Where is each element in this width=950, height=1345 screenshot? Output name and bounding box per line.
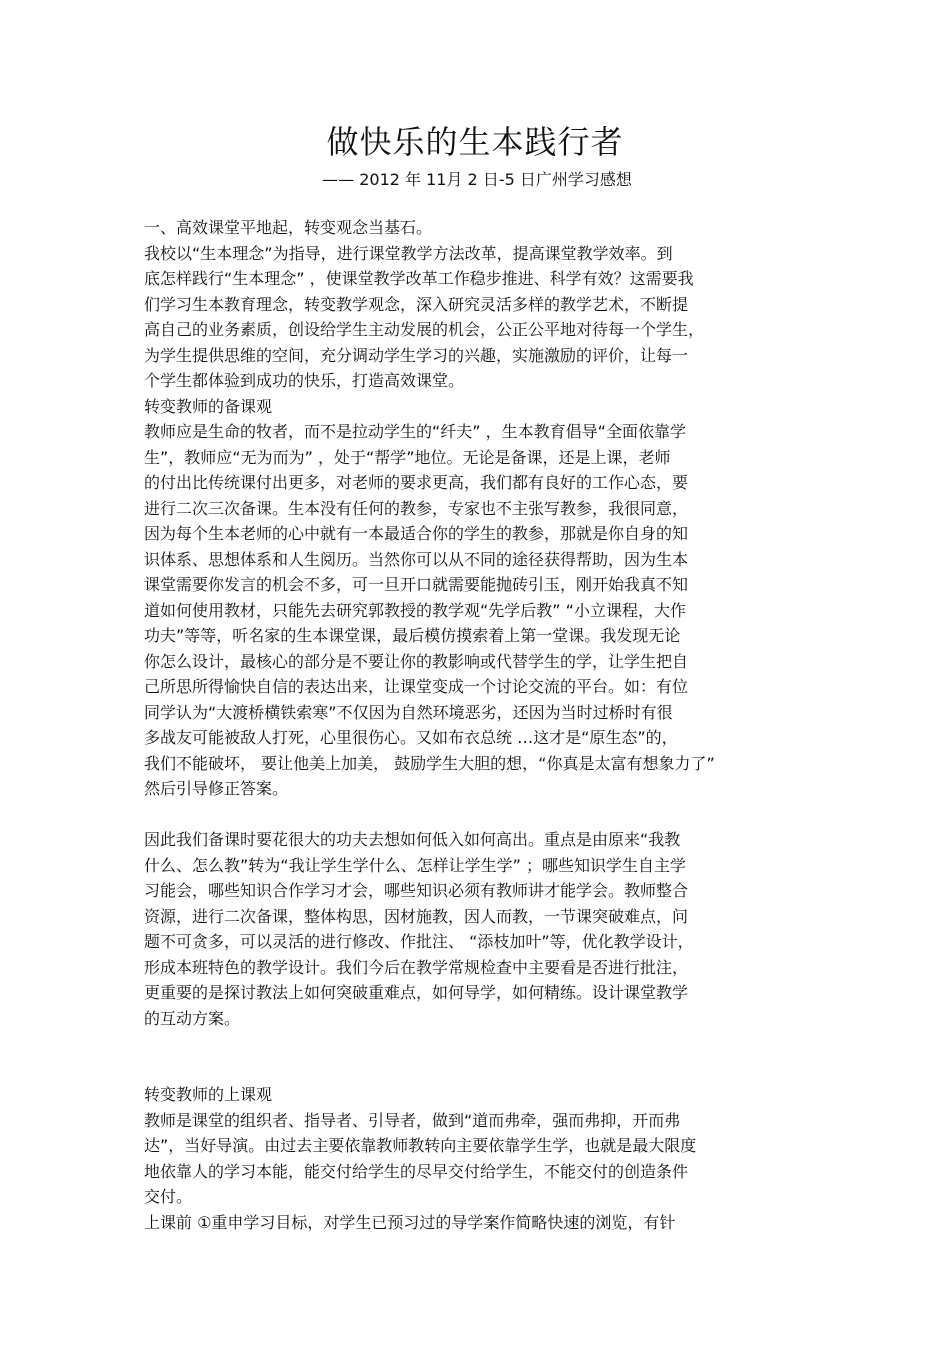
paragraph-line: 多战友可能被敌人打死，心里很伤心。又如布衣总统 …这才是“原生态”的， bbox=[144, 728, 678, 747]
paragraph-line: 识体系、思想体系和人生阅历。当然你可以从不同的途径获得帮助，因为生本 bbox=[144, 549, 689, 569]
paragraph-line: 高自己的业务素质，创设给学生主动发展的机会，公正公平地对待每一个学生， bbox=[144, 320, 705, 339]
paragraph-line: 课堂需要你发言的机会不多，可一旦开口就需要能抛砖引玉，刚开始我真不知 bbox=[144, 575, 689, 594]
paragraph-line: 形成本班特色的教学设计。我们今后在教学常规检查中主要看是否进行批注， bbox=[144, 957, 689, 977]
paragraph-line: 生”，教师应“无为而为” ，处于“帮学”地位。无论是备课，还是上课，老师 bbox=[144, 447, 671, 467]
paragraph-line: 什么、怎么教”转为“我让学生学什么、怎样让学生学” ；哪些知识学生自主学 bbox=[144, 855, 686, 875]
paragraph-line: 的付出比传统课付出更多，对老师的要求更高，我们都有良好的工作心态，要 bbox=[144, 473, 689, 492]
paragraph-line: 我校以“生本理念”为指导，进行课堂教学方法改革，提高课堂教学效率。到 bbox=[144, 243, 673, 263]
paragraph-line: 们学习生本教育理念，转变教学观念，深入研究灵活多样的教学艺术，不断提 bbox=[144, 294, 689, 314]
paragraph-line: 教师应是生命的牧者，而不是拉动学生的“纤夫” ，生本教育倡导“全面依靠学 bbox=[144, 422, 686, 441]
paragraph-line: 因为每个生本老师的心中就有一本最适合你的学生的教参，那就是你自身的知 bbox=[144, 524, 689, 543]
paragraph-line: 你怎么设计，最核心的部分是不要让你的教影响或代替学生的学，让学生把自 bbox=[144, 651, 689, 671]
paragraph-gap bbox=[144, 1031, 804, 1082]
paragraph-line: 题不可贪多，可以灵活的进行修改、作批注、 “添枝加叶”等，优化教学设计， bbox=[144, 932, 694, 951]
paragraph-line: 上课前 ①重申学习目标，对学生已预习过的导学案作简略快速的浏览，有针 bbox=[144, 1212, 676, 1232]
paragraph-line: 己所思所得愉快自信的表达出来，让课堂变成一个讨论交流的平台。如：有位 bbox=[144, 677, 689, 696]
section-heading: 转变教师的上课观 bbox=[144, 1085, 273, 1104]
paragraph-line: 功夫”等等，听名家的生本课堂课，最后模仿摸索着上第一堂课。我发现无论 bbox=[144, 626, 681, 645]
paragraph-line: 更重要的是探讨教法上如何突破重难点，如何导学，如何精练。设计课堂教学 bbox=[144, 983, 689, 1002]
paragraph-line: 交付。 bbox=[144, 1187, 193, 1206]
paragraph-line: 的互动方案。 bbox=[144, 1008, 241, 1028]
paragraph-line: 资源，进行二次备课，整体构思，因材施教，因人而教，一节课突破难点，问 bbox=[144, 906, 689, 926]
paragraph-line: 然后引导修正答案。 bbox=[144, 779, 289, 798]
document-title: 做快乐的生本践行者 bbox=[326, 123, 624, 161]
paragraph-line: 我们不能破坏， 要让他美上加美， 鼓励学生大胆的想，“你真是太富有想象力了” bbox=[144, 753, 715, 773]
paragraph-line: 习能会，哪些知识合作学习才会，哪些知识必须有教师讲才能学会。教师整合 bbox=[144, 881, 689, 900]
paragraph-line: 进行二次三次备课。生本没有任何的教参，专家也不主张写教参，我很同意， bbox=[144, 498, 689, 518]
paragraph-line: 达”，当好导演。由过去主要依靠教师教转向主要依靠学生学，也就是最大限度 bbox=[144, 1136, 697, 1155]
paragraph-line: 个学生都体验到成功的快乐，打造高效课堂。 bbox=[144, 371, 465, 390]
paragraph-line: 教师是课堂的组织者、指导者、引导者，做到“道而弗牵，强而弗抑，开而弗 bbox=[144, 1110, 681, 1130]
section-3 bbox=[144, 1082, 804, 1235]
section-heading: 转变教师的备课观 bbox=[144, 396, 273, 416]
paragraph-line: 地依靠人的学习本能，能交付给学生的尽早交付给学生，不能交付的创造条件 bbox=[144, 1161, 689, 1181]
paragraph-line: 道如何使用教材，只能先去研究郭教授的教学观“先学后教” “小立课程，大作 bbox=[144, 600, 686, 620]
paragraph-gap bbox=[144, 802, 804, 828]
section-2 bbox=[144, 827, 804, 1031]
paragraph-line: 同学认为“大渡桥横铁索寒”不仅因为自然环境恶劣，还因为当时过桥时有很 bbox=[144, 702, 673, 722]
document-body bbox=[144, 215, 804, 1235]
paragraph-line: 底怎样践行“生本理念” ，使课堂教学改革工作稳步推进、科学有效？这需要我 bbox=[144, 269, 694, 288]
paragraph-line: 一、高效课堂平地起，转变观念当基石。 bbox=[144, 218, 433, 237]
paragraph-line: 因此我们备课时要花很大的功夫去想如何低入如何高出。重点是由原来“我教 bbox=[144, 830, 681, 849]
paragraph-line: 为学生提供思维的空间，充分调动学生学习的兴趣，实施激励的评价，让每一 bbox=[144, 345, 689, 365]
section-1 bbox=[144, 215, 804, 802]
document-subtitle: —— 2012 年 11月 2 日-5 日广州学习感想 bbox=[322, 170, 632, 189]
